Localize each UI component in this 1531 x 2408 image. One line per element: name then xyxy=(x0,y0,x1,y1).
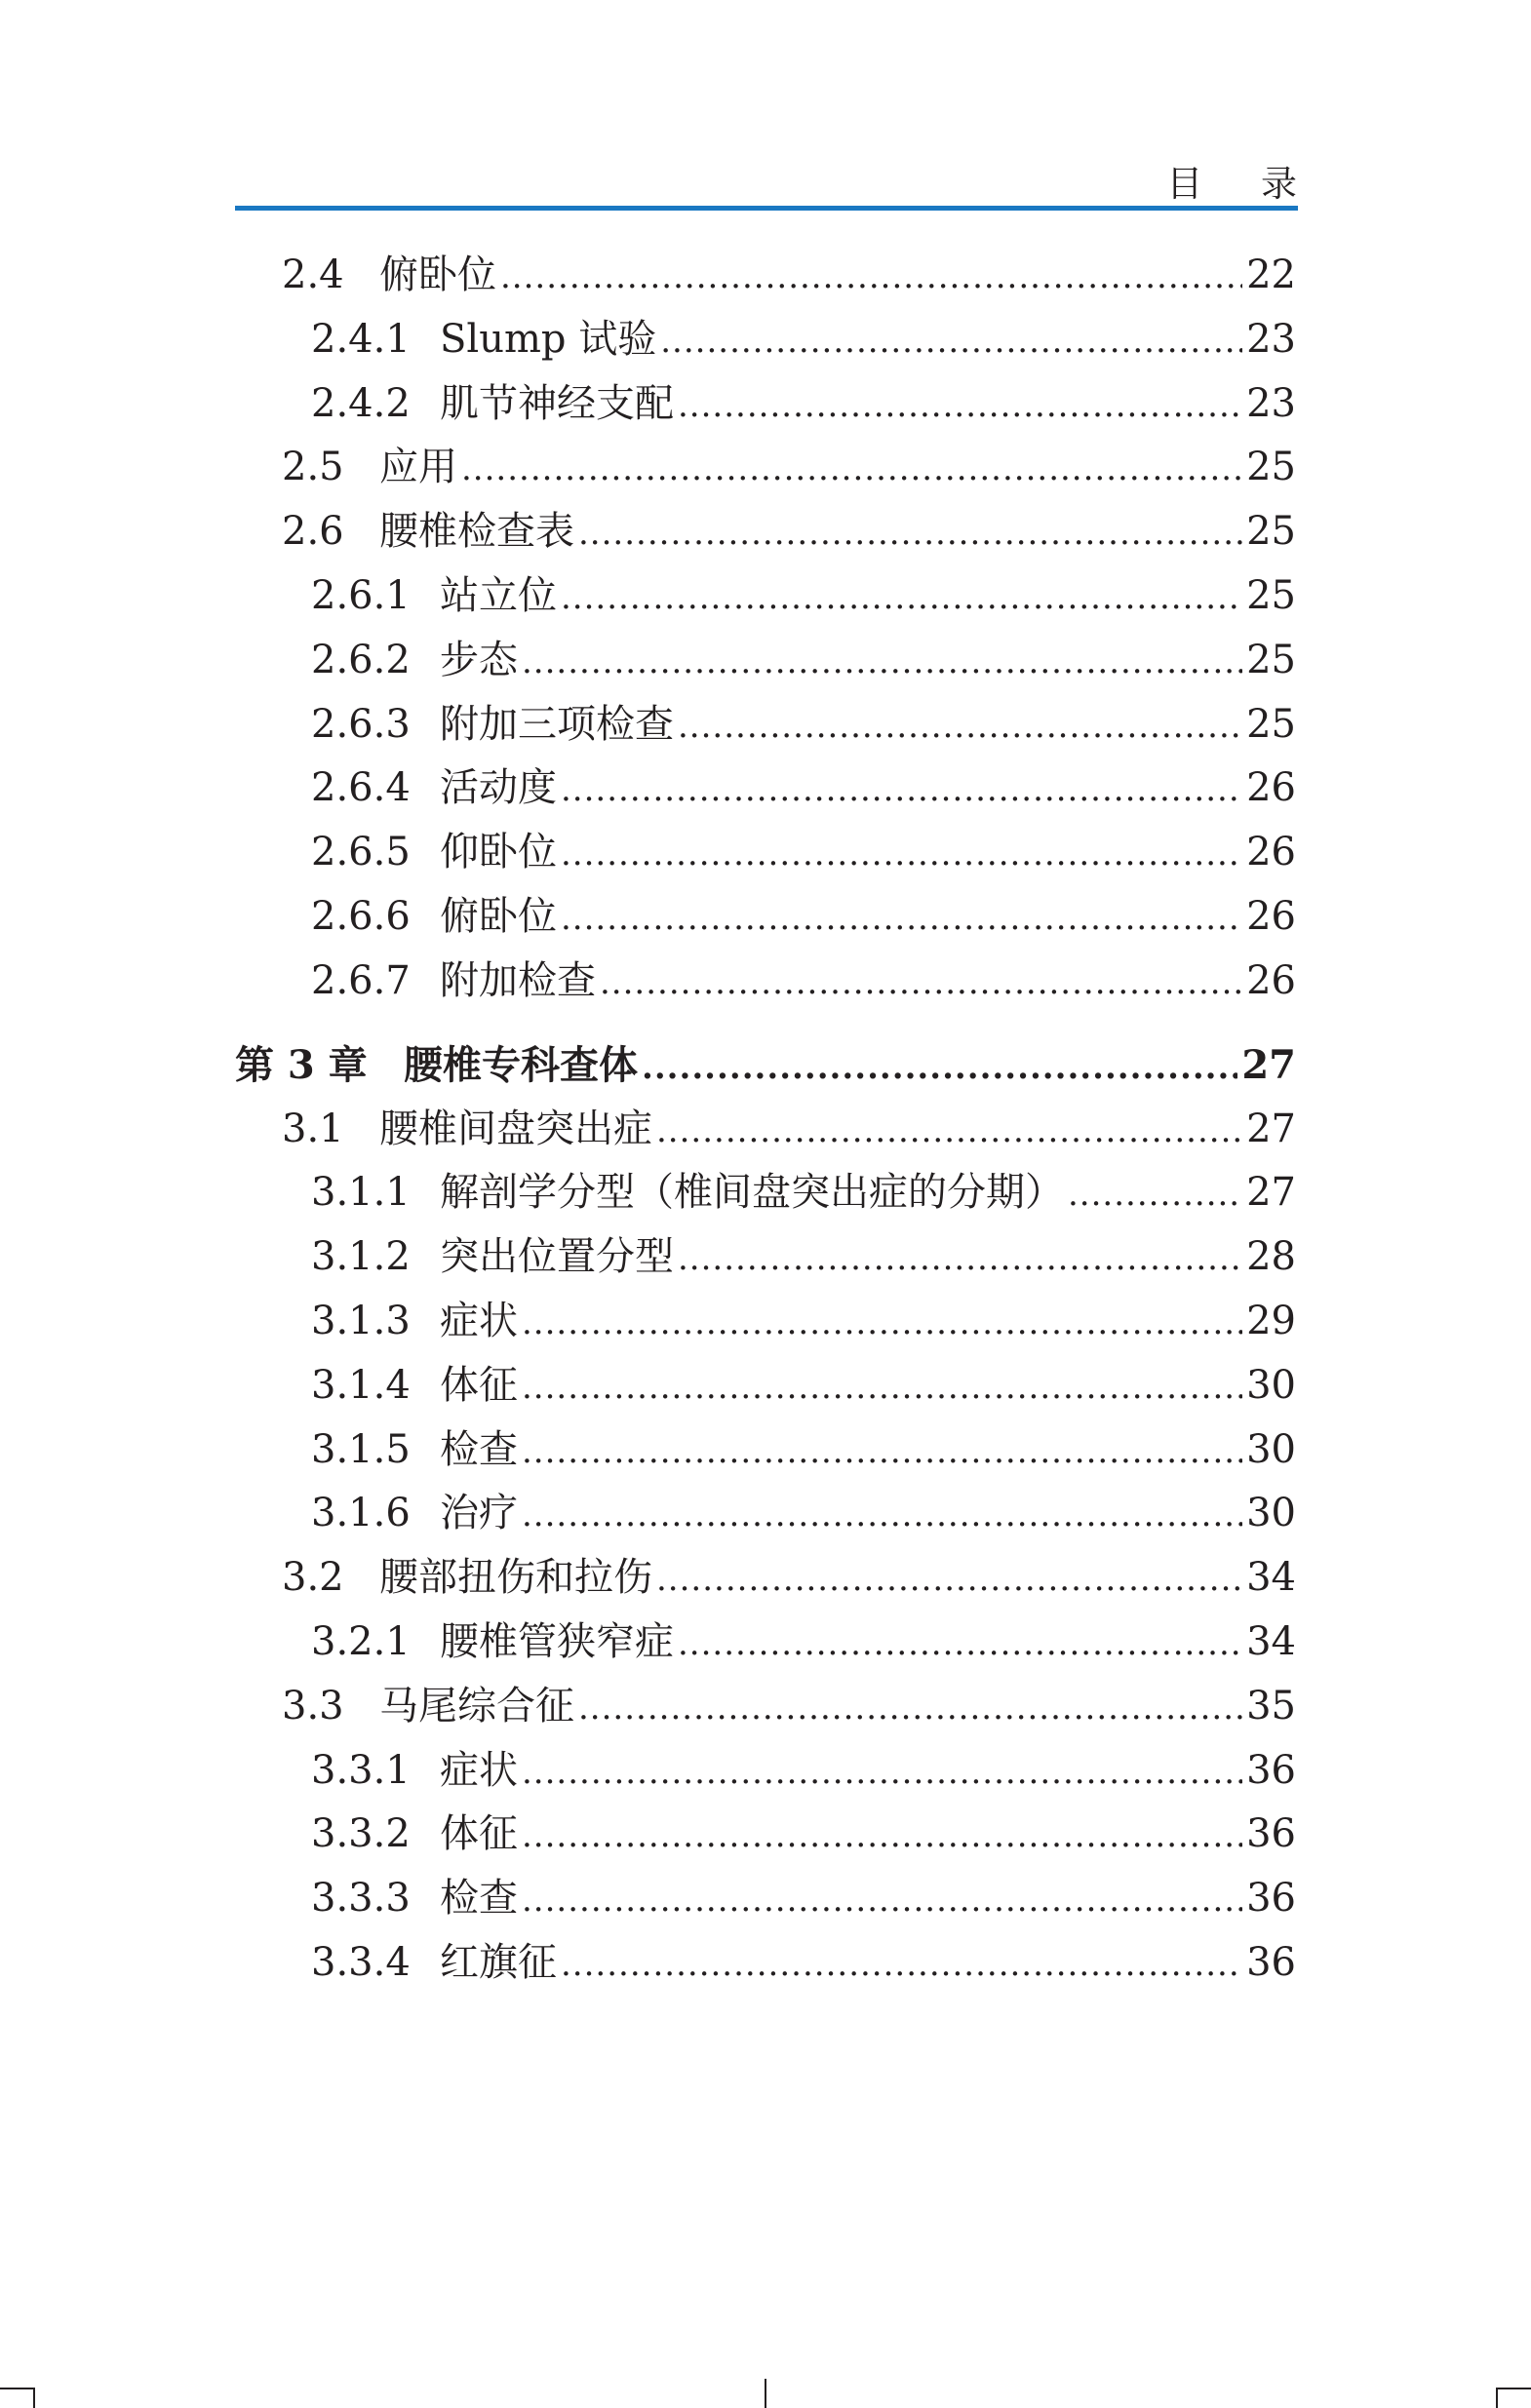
toc-entry-number: 第 3 章 xyxy=(235,1041,368,1088)
toc-entry-title: 红旗征 xyxy=(440,1939,557,1985)
toc-entry-title: 体征 xyxy=(440,1811,518,1857)
toc-dot-leader xyxy=(561,1933,1242,1998)
toc-entry-title: 腰椎管狭窄症 xyxy=(440,1618,674,1664)
toc-dot-leader xyxy=(656,1100,1242,1164)
toc-entry-title: 应用 xyxy=(379,445,457,490)
toc-dot-leader xyxy=(561,566,1242,631)
toc-entry-number: 3.1.2 xyxy=(311,1234,411,1280)
toc-entry[interactable] xyxy=(235,629,1296,693)
toc-entry-number: 2.6.7 xyxy=(311,957,411,1003)
toc-entry-title: 腰椎检查表 xyxy=(379,509,574,555)
toc-entry[interactable] xyxy=(235,885,1296,950)
toc-entry-number: 2.6.2 xyxy=(311,637,411,682)
toc-entry[interactable] xyxy=(235,372,1296,437)
toc-entry[interactable] xyxy=(235,1867,1296,1931)
crop-mark-bottom-center xyxy=(765,2379,766,2408)
toc-dot-leader xyxy=(1068,1163,1242,1227)
toc-dot-leader xyxy=(522,1420,1242,1485)
toc-entry-title: 站立位 xyxy=(440,572,557,618)
toc-entry[interactable] xyxy=(235,1611,1296,1675)
toc-dot-leader xyxy=(500,246,1242,310)
crop-mark-bottom-right-v xyxy=(1496,2388,1498,2408)
toc-dot-leader xyxy=(656,1548,1242,1612)
toc-entry-title: 腰椎间盘突出症 xyxy=(379,1106,652,1151)
toc-entry-page: 25 xyxy=(1246,701,1296,747)
toc-dot-leader xyxy=(678,374,1242,439)
toc-dot-leader xyxy=(522,1356,1242,1420)
toc-entry[interactable] xyxy=(235,1354,1296,1418)
toc-entry[interactable] xyxy=(235,436,1296,500)
toc-entry-page: 23 xyxy=(1246,316,1296,362)
toc-entry-number: 3.1 xyxy=(282,1106,344,1151)
toc-entry[interactable] xyxy=(235,1546,1296,1611)
toc-entry-page: 30 xyxy=(1246,1362,1296,1408)
toc-entry-title: 俯卧位 xyxy=(379,252,496,297)
toc-entry-title: 附加三项检查 xyxy=(440,701,674,747)
toc-entry-number: 2.5 xyxy=(282,445,344,490)
toc-dot-leader xyxy=(678,695,1242,759)
toc-entry-title: 解剖学分型（椎间盘突出症的分期） xyxy=(440,1170,1064,1216)
toc-entry-page: 23 xyxy=(1246,380,1296,426)
toc-entry[interactable] xyxy=(235,564,1296,629)
toc-dot-leader xyxy=(522,1805,1242,1869)
toc-entry-page: 25 xyxy=(1246,637,1296,682)
toc-entry-page: 36 xyxy=(1246,1811,1296,1857)
toc-entry-page: 35 xyxy=(1246,1683,1296,1728)
toc-entry-page: 25 xyxy=(1246,509,1296,555)
toc-entry-page: 27 xyxy=(1246,1106,1296,1151)
toc-entry-title: 俯卧位 xyxy=(440,893,557,939)
toc-entry-page: 25 xyxy=(1246,445,1296,490)
toc-dot-leader xyxy=(578,1677,1242,1741)
toc-entry-title: 步态 xyxy=(440,637,518,682)
toc-entry-number: 2.6.4 xyxy=(311,765,411,811)
toc-entry[interactable] xyxy=(235,1418,1296,1483)
toc-entry-title: 治疗 xyxy=(440,1491,518,1536)
toc-entry-page: 26 xyxy=(1246,893,1296,939)
toc-entry-number: 3.1.6 xyxy=(311,1491,411,1536)
toc-entry-number: 3.1.1 xyxy=(311,1170,411,1216)
toc-entry-number: 2.6 xyxy=(282,509,344,555)
toc-entry[interactable] xyxy=(235,500,1296,564)
toc-entry-title: 腰椎专科查体 xyxy=(404,1041,638,1088)
toc-entry-number: 2.6.3 xyxy=(311,701,411,747)
toc-entry[interactable] xyxy=(235,950,1296,1014)
toc-entry[interactable] xyxy=(235,693,1296,757)
toc-dot-leader xyxy=(522,631,1242,695)
toc-entry-number: 3.2.1 xyxy=(311,1618,411,1664)
toc-entry-number: 3.1.5 xyxy=(311,1426,411,1472)
toc-entry-number: 2.4.2 xyxy=(311,380,411,426)
toc-entry-page: 36 xyxy=(1246,1939,1296,1985)
toc-entry-title: 仰卧位 xyxy=(440,830,557,875)
toc-entry-page: 27 xyxy=(1241,1041,1296,1088)
toc-entry-page: 34 xyxy=(1246,1555,1296,1601)
toc-entry-page: 36 xyxy=(1246,1747,1296,1793)
toc-entry[interactable] xyxy=(235,757,1296,821)
toc-entry-title: 症状 xyxy=(440,1298,518,1343)
toc-entry-title: 症状 xyxy=(440,1747,518,1793)
toc-entry-number: 3.3 xyxy=(282,1683,344,1728)
toc-entry-number: 3.3.1 xyxy=(311,1747,411,1793)
toc-dot-leader xyxy=(660,310,1242,374)
toc-entry-title: 肌节神经支配 xyxy=(440,380,674,426)
toc-entry[interactable] xyxy=(235,1482,1296,1546)
toc-entry[interactable] xyxy=(235,821,1296,885)
toc-dot-leader xyxy=(461,438,1242,502)
toc-chapter-entry[interactable] xyxy=(235,1033,1296,1098)
toc-entry-number: 2.6.5 xyxy=(311,830,411,875)
crop-mark-bottom-left-h xyxy=(0,2388,33,2389)
toc-entry-page: 30 xyxy=(1246,1426,1296,1472)
toc-entry[interactable] xyxy=(235,1739,1296,1804)
toc-entry-number: 2.6.1 xyxy=(311,572,411,618)
toc-entry-page: 26 xyxy=(1246,765,1296,811)
toc-dot-leader xyxy=(600,952,1242,1016)
toc-entry[interactable] xyxy=(235,1225,1296,1290)
toc-dot-leader xyxy=(522,1869,1242,1933)
crop-mark-bottom-left-v xyxy=(33,2388,35,2408)
toc-entry-page: 28 xyxy=(1246,1234,1296,1280)
toc-entry-title: Slump 试验 xyxy=(440,316,657,362)
toc-dot-leader xyxy=(522,1484,1242,1548)
toc-entry-page: 26 xyxy=(1246,957,1296,1003)
toc-dot-leader xyxy=(678,1612,1242,1677)
toc-entry-page: 36 xyxy=(1246,1876,1296,1922)
toc-dot-leader xyxy=(578,502,1242,566)
toc-entry-title: 马尾综合征 xyxy=(379,1683,574,1728)
toc-entry[interactable] xyxy=(235,1098,1296,1162)
toc-entry-number: 3.3.2 xyxy=(311,1811,411,1857)
toc-entry-title: 腰部扭伤和拉伤 xyxy=(379,1555,652,1601)
toc-entry-title: 附加检查 xyxy=(440,957,596,1003)
toc-dot-leader xyxy=(678,1227,1242,1292)
toc-entry-number: 2.4 xyxy=(282,252,344,297)
toc-entry-number: 3.1.4 xyxy=(311,1362,411,1408)
toc-entry-page: 29 xyxy=(1246,1298,1296,1343)
toc-entry-number: 2.6.6 xyxy=(311,893,411,939)
toc-entry-page: 26 xyxy=(1246,830,1296,875)
crop-mark-bottom-right-h xyxy=(1498,2388,1531,2389)
toc-entry-number: 3.1.3 xyxy=(311,1298,411,1343)
toc-entry[interactable] xyxy=(235,308,1296,372)
toc-dot-leader xyxy=(642,1035,1237,1100)
toc-entry[interactable] xyxy=(235,1290,1296,1354)
toc-dot-leader xyxy=(522,1292,1242,1356)
toc-entry-title: 体征 xyxy=(440,1362,518,1408)
toc-entry-title: 检查 xyxy=(440,1876,518,1922)
toc-entry[interactable] xyxy=(235,244,1296,308)
toc-entry-number: 2.4.1 xyxy=(311,316,411,362)
table-of-contents xyxy=(235,244,1296,1996)
toc-entry-number: 3.3.3 xyxy=(311,1876,411,1922)
toc-entry[interactable] xyxy=(235,1803,1296,1867)
toc-entry-number: 3.2 xyxy=(282,1555,344,1601)
toc-entry-page: 25 xyxy=(1246,572,1296,618)
toc-entry-page: 27 xyxy=(1246,1170,1296,1216)
toc-entry-title: 突出位置分型 xyxy=(440,1234,674,1280)
toc-entry[interactable] xyxy=(235,1931,1296,1996)
toc-entry[interactable] xyxy=(235,1675,1296,1739)
header-rule xyxy=(235,206,1298,211)
toc-dot-leader xyxy=(561,823,1242,887)
toc-entry-page: 22 xyxy=(1246,252,1296,297)
toc-entry-number: 3.3.4 xyxy=(311,1939,411,1985)
toc-entry-title: 活动度 xyxy=(440,765,557,811)
toc-dot-leader xyxy=(522,1741,1242,1806)
toc-entry-title: 检查 xyxy=(440,1426,518,1472)
running-head: 目 录 xyxy=(1166,163,1320,205)
toc-dot-leader xyxy=(561,887,1242,952)
toc-entry[interactable] xyxy=(235,1161,1296,1225)
toc-entry-page: 34 xyxy=(1246,1618,1296,1664)
toc-entry-page: 30 xyxy=(1246,1491,1296,1536)
toc-dot-leader xyxy=(561,758,1242,823)
